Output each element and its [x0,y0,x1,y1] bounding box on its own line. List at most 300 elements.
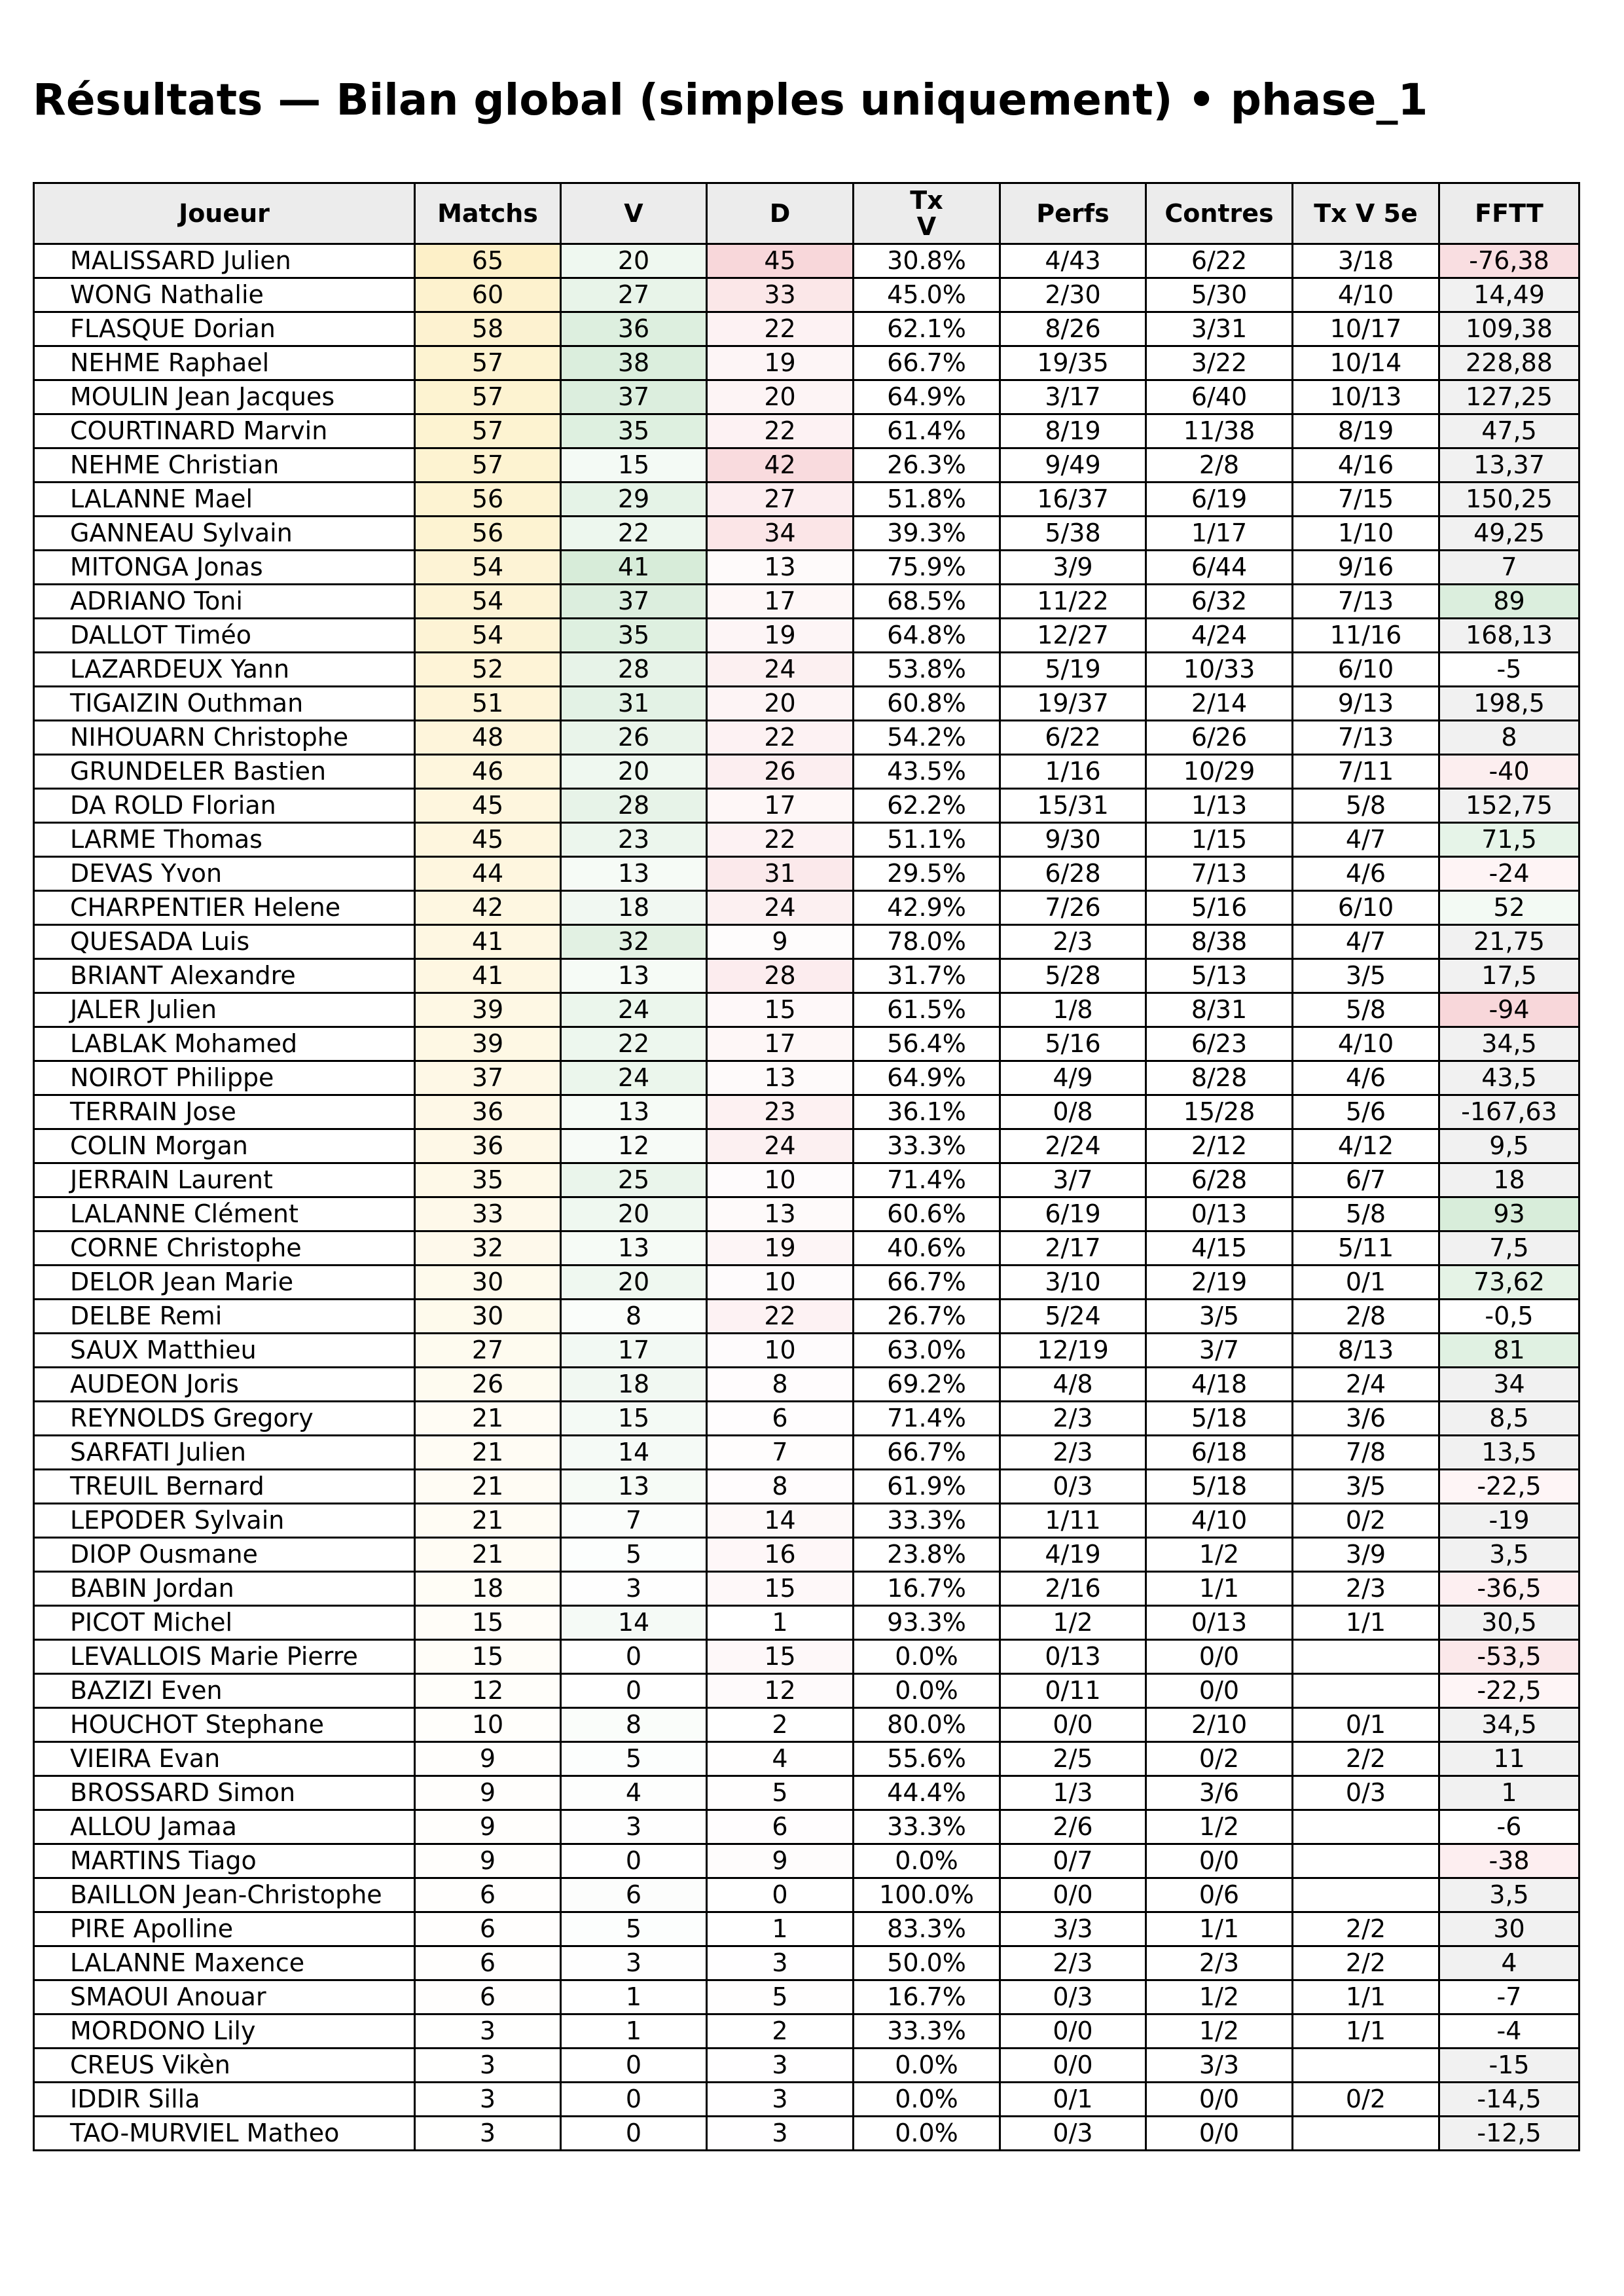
cell-defaites: 4 [707,1742,854,1776]
table-row [34,755,1579,789]
cell-matchs: 26 [415,1368,561,1402]
cell-defaites: 33 [707,278,854,312]
cell-perfs: 1/16 [1000,755,1146,789]
cell-perfs: 11/22 [1000,585,1146,619]
cell-player-name: ADRIANO Toni [34,585,415,619]
cell-contres: 2/3 [1146,1946,1293,1980]
cell-victoires: 24 [561,993,707,1027]
cell-player-name: PIRE Apolline [34,1912,415,1946]
cell-taux-victoire: 33.3% [854,1504,1000,1538]
cell-player-name: JALER Julien [34,993,415,1027]
cell-defaites: 3 [707,2083,854,2117]
cell-taux-victoire: 61.9% [854,1470,1000,1504]
cell-taux-victoire: 50.0% [854,1946,1000,1980]
cell-taux-victoire: 0.0% [854,2117,1000,2151]
cell-tx-v-5e [1293,1640,1439,1674]
cell-tx-v-5e: 3/5 [1293,1470,1439,1504]
cell-defaites: 0 [707,1878,854,1912]
table-row [34,585,1579,619]
cell-tx-v-5e: 10/13 [1293,380,1439,414]
cell-contres: 1/2 [1146,1810,1293,1844]
cell-matchs: 33 [415,1197,561,1231]
cell-player-name: CREUS Vikèn [34,2049,415,2083]
cell-tx-v-5e: 4/12 [1293,1129,1439,1163]
cell-tx-v-5e: 7/11 [1293,755,1439,789]
cell-contres: 5/30 [1146,278,1293,312]
cell-taux-victoire: 51.8% [854,483,1000,517]
cell-perfs: 0/3 [1000,2117,1146,2151]
cell-defaites: 5 [707,1776,854,1810]
cell-taux-victoire: 55.6% [854,1742,1000,1776]
col-header-fftt[interactable]: FFTT [1439,183,1579,244]
cell-contres: 4/24 [1146,619,1293,653]
cell-victoires: 24 [561,1061,707,1095]
cell-perfs: 6/22 [1000,721,1146,755]
cell-taux-victoire: 62.2% [854,789,1000,823]
cell-tx-v-5e: 3/9 [1293,1538,1439,1572]
cell-player-name: SAUX Matthieu [34,1334,415,1368]
cell-fftt: 109,38 [1439,312,1579,346]
cell-defaites: 1 [707,1912,854,1946]
cell-player-name: TERRAIN Jose [34,1095,415,1129]
cell-perfs: 2/3 [1000,1402,1146,1436]
cell-taux-victoire: 0.0% [854,1640,1000,1674]
table-row [34,551,1579,585]
cell-tx-v-5e: 3/6 [1293,1402,1439,1436]
cell-victoires: 0 [561,2049,707,2083]
table-row [34,1810,1579,1844]
cell-contres: 10/33 [1146,653,1293,687]
cell-perfs: 5/24 [1000,1300,1146,1334]
cell-victoires: 22 [561,517,707,551]
cell-player-name: NOIROT Philippe [34,1061,415,1095]
cell-victoires: 0 [561,1640,707,1674]
cell-tx-v-5e: 6/10 [1293,653,1439,687]
col-header-defaites[interactable]: D [707,183,854,244]
cell-defaites: 14 [707,1504,854,1538]
cell-tx-v-5e: 5/8 [1293,1197,1439,1231]
cell-contres: 8/28 [1146,1061,1293,1095]
cell-perfs: 5/28 [1000,959,1146,993]
cell-defaites: 15 [707,1572,854,1606]
table-row [34,1436,1579,1470]
table-row [34,1776,1579,1810]
cell-tx-v-5e: 0/1 [1293,1266,1439,1300]
cell-victoires: 4 [561,1776,707,1810]
table-row [34,1606,1579,1640]
table-row [34,925,1579,959]
col-header-victoires[interactable]: V [561,183,707,244]
results-table [33,182,1580,2151]
cell-matchs: 54 [415,551,561,585]
cell-fftt: -4 [1439,2014,1579,2049]
cell-contres: 6/19 [1146,483,1293,517]
table-row [34,789,1579,823]
cell-defaites: 19 [707,346,854,380]
cell-taux-victoire: 42.9% [854,891,1000,925]
table-row [34,687,1579,721]
cell-taux-victoire: 60.6% [854,1197,1000,1231]
cell-player-name: MORDONO Lily [34,2014,415,2049]
col-header-matchs[interactable]: Matchs [415,183,561,244]
cell-fftt: 152,75 [1439,789,1579,823]
cell-fftt: 34,5 [1439,1708,1579,1742]
cell-defaites: 15 [707,993,854,1027]
cell-fftt: 49,25 [1439,517,1579,551]
cell-fftt: 198,5 [1439,687,1579,721]
cell-matchs: 46 [415,755,561,789]
cell-defaites: 19 [707,619,854,653]
cell-defaites: 42 [707,448,854,483]
table-row [34,993,1579,1027]
col-header-perfs[interactable]: Perfs [1000,183,1146,244]
cell-matchs: 36 [415,1095,561,1129]
cell-contres: 3/7 [1146,1334,1293,1368]
cell-victoires: 27 [561,278,707,312]
cell-taux-victoire: 16.7% [854,1980,1000,2014]
cell-matchs: 36 [415,1129,561,1163]
cell-matchs: 39 [415,1027,561,1061]
cell-matchs: 15 [415,1606,561,1640]
cell-matchs: 57 [415,346,561,380]
cell-matchs: 30 [415,1266,561,1300]
cell-contres: 3/22 [1146,346,1293,380]
table-row [34,380,1579,414]
cell-contres: 3/6 [1146,1776,1293,1810]
cell-perfs: 0/0 [1000,2014,1146,2049]
cell-fftt: -15 [1439,2049,1579,2083]
cell-player-name: LABLAK Mohamed [34,1027,415,1061]
cell-tx-v-5e: 6/10 [1293,891,1439,925]
cell-tx-v-5e: 2/4 [1293,1368,1439,1402]
cell-victoires: 31 [561,687,707,721]
cell-tx-v-5e: 1/10 [1293,517,1439,551]
cell-player-name: VIEIRA Evan [34,1742,415,1776]
cell-player-name: GANNEAU Sylvain [34,517,415,551]
cell-fftt: 8,5 [1439,1402,1579,1436]
cell-contres: 10/29 [1146,755,1293,789]
cell-contres: 6/23 [1146,1027,1293,1061]
cell-taux-victoire: 78.0% [854,925,1000,959]
cell-taux-victoire: 53.8% [854,653,1000,687]
cell-player-name: GRUNDELER Bastien [34,755,415,789]
table-row [34,1674,1579,1708]
page-title: Résultats — Bilan global (simples uniquement) • phase_1 [33,75,1428,125]
cell-contres: 8/38 [1146,925,1293,959]
cell-contres: 4/18 [1146,1368,1293,1402]
table-row [34,2049,1579,2083]
cell-tx-v-5e: 4/16 [1293,448,1439,483]
cell-defaites: 22 [707,1300,854,1334]
table-row [34,1095,1579,1129]
cell-fftt: 9,5 [1439,1129,1579,1163]
cell-perfs: 5/16 [1000,1027,1146,1061]
cell-matchs: 56 [415,483,561,517]
cell-defaites: 5 [707,1980,854,2014]
cell-tx-v-5e: 5/8 [1293,789,1439,823]
cell-perfs: 0/1 [1000,2083,1146,2117]
cell-matchs: 60 [415,278,561,312]
cell-fftt: 17,5 [1439,959,1579,993]
cell-victoires: 18 [561,1368,707,1402]
cell-fftt: -7 [1439,1980,1579,2014]
cell-fftt: 73,62 [1439,1266,1579,1300]
cell-tx-v-5e: 2/2 [1293,1912,1439,1946]
cell-matchs: 3 [415,2117,561,2151]
cell-player-name: IDDIR Silla [34,2083,415,2117]
col-header-taux-victoire[interactable]: Tx V [854,183,1000,244]
cell-fftt: 8 [1439,721,1579,755]
cell-matchs: 9 [415,1810,561,1844]
cell-victoires: 20 [561,1266,707,1300]
table-row [34,619,1579,653]
cell-player-name: CHARPENTIER Helene [34,891,415,925]
cell-player-name: JERRAIN Laurent [34,1163,415,1197]
cell-perfs: 2/17 [1000,1231,1146,1266]
cell-tx-v-5e [1293,1878,1439,1912]
cell-taux-victoire: 26.3% [854,448,1000,483]
cell-defaites: 1 [707,1606,854,1640]
cell-victoires: 20 [561,244,707,278]
table-row [34,1470,1579,1504]
cell-taux-victoire: 64.8% [854,619,1000,653]
cell-contres: 2/12 [1146,1129,1293,1163]
cell-fftt: 4 [1439,1946,1579,1980]
cell-fftt: 71,5 [1439,823,1579,857]
cell-victoires: 0 [561,1844,707,1878]
cell-taux-victoire: 23.8% [854,1538,1000,1572]
cell-fftt: -12,5 [1439,2117,1579,2151]
col-header-joueur[interactable]: Joueur [34,183,415,244]
cell-taux-victoire: 33.3% [854,2014,1000,2049]
cell-defaites: 24 [707,891,854,925]
cell-matchs: 3 [415,2049,561,2083]
cell-taux-victoire: 64.9% [854,1061,1000,1095]
cell-victoires: 3 [561,1810,707,1844]
cell-fftt: -94 [1439,993,1579,1027]
cell-contres: 5/18 [1146,1470,1293,1504]
cell-matchs: 21 [415,1470,561,1504]
cell-victoires: 8 [561,1708,707,1742]
cell-defaites: 9 [707,925,854,959]
cell-taux-victoire: 0.0% [854,1844,1000,1878]
cell-matchs: 41 [415,959,561,993]
cell-fftt: 1 [1439,1776,1579,1810]
cell-perfs: 3/9 [1000,551,1146,585]
cell-contres: 0/13 [1146,1606,1293,1640]
cell-taux-victoire: 60.8% [854,687,1000,721]
cell-tx-v-5e: 4/6 [1293,857,1439,891]
cell-defaites: 17 [707,789,854,823]
cell-matchs: 27 [415,1334,561,1368]
cell-contres: 4/15 [1146,1231,1293,1266]
col-header-tx-v-5e[interactable]: Tx V 5e [1293,183,1439,244]
cell-perfs: 19/37 [1000,687,1146,721]
cell-matchs: 57 [415,380,561,414]
cell-contres: 0/6 [1146,1878,1293,1912]
cell-tx-v-5e: 0/2 [1293,1504,1439,1538]
cell-tx-v-5e: 10/14 [1293,346,1439,380]
table-row [34,1912,1579,1946]
cell-victoires: 37 [561,380,707,414]
cell-victoires: 18 [561,891,707,925]
cell-taux-victoire: 66.7% [854,1436,1000,1470]
cell-perfs: 4/19 [1000,1538,1146,1572]
cell-taux-victoire: 45.0% [854,278,1000,312]
cell-contres: 2/8 [1146,448,1293,483]
cell-contres: 6/32 [1146,585,1293,619]
cell-victoires: 28 [561,789,707,823]
cell-tx-v-5e: 7/13 [1293,721,1439,755]
cell-defaites: 22 [707,312,854,346]
cell-matchs: 51 [415,687,561,721]
table-row [34,1878,1579,1912]
cell-player-name: NEHME Christian [34,448,415,483]
cell-victoires: 36 [561,312,707,346]
cell-player-name: DIOP Ousmane [34,1538,415,1572]
cell-player-name: MOULIN Jean Jacques [34,380,415,414]
cell-perfs: 0/3 [1000,1980,1146,2014]
table-row [34,346,1579,380]
cell-contres: 2/19 [1146,1266,1293,1300]
cell-contres: 1/2 [1146,1538,1293,1572]
table-row [34,891,1579,925]
cell-victoires: 13 [561,959,707,993]
cell-matchs: 54 [415,585,561,619]
cell-taux-victoire: 40.6% [854,1231,1000,1266]
cell-victoires: 13 [561,857,707,891]
cell-tx-v-5e: 7/15 [1293,483,1439,517]
cell-defaites: 45 [707,244,854,278]
cell-taux-victoire: 0.0% [854,1674,1000,1708]
cell-matchs: 44 [415,857,561,891]
table-row [34,2083,1579,2117]
cell-matchs: 18 [415,1572,561,1606]
cell-taux-victoire: 36.1% [854,1095,1000,1129]
cell-taux-victoire: 43.5% [854,755,1000,789]
cell-tx-v-5e: 6/7 [1293,1163,1439,1197]
cell-taux-victoire: 0.0% [854,2049,1000,2083]
cell-fftt: 52 [1439,891,1579,925]
cell-victoires: 14 [561,1436,707,1470]
cell-contres: 0/13 [1146,1197,1293,1231]
cell-player-name: CORNE Christophe [34,1231,415,1266]
cell-victoires: 22 [561,1027,707,1061]
cell-player-name: NEHME Raphael [34,346,415,380]
cell-defaites: 8 [707,1470,854,1504]
cell-victoires: 3 [561,1572,707,1606]
cell-fftt: -22,5 [1439,1470,1579,1504]
table-row [34,1844,1579,1878]
cell-matchs: 42 [415,891,561,925]
cell-contres: 1/17 [1146,517,1293,551]
cell-fftt: 93 [1439,1197,1579,1231]
cell-player-name: LARME Thomas [34,823,415,857]
cell-victoires: 5 [561,1742,707,1776]
cell-taux-victoire: 100.0% [854,1878,1000,1912]
cell-taux-victoire: 75.9% [854,551,1000,585]
table-row [34,653,1579,687]
col-header-contres[interactable]: Contres [1146,183,1293,244]
cell-victoires: 3 [561,1946,707,1980]
cell-defaites: 13 [707,1061,854,1095]
cell-defaites: 6 [707,1402,854,1436]
cell-player-name: FLASQUE Dorian [34,312,415,346]
cell-fftt: 7 [1439,551,1579,585]
cell-victoires: 13 [561,1095,707,1129]
cell-taux-victoire: 33.3% [854,1810,1000,1844]
cell-contres: 5/13 [1146,959,1293,993]
cell-player-name: REYNOLDS Gregory [34,1402,415,1436]
table-row [34,857,1579,891]
cell-matchs: 9 [415,1742,561,1776]
cell-contres: 3/3 [1146,2049,1293,2083]
cell-perfs: 2/3 [1000,1436,1146,1470]
cell-contres: 3/5 [1146,1300,1293,1334]
cell-player-name: NIHOUARN Christophe [34,721,415,755]
cell-contres: 0/2 [1146,1742,1293,1776]
cell-victoires: 15 [561,1402,707,1436]
cell-victoires: 8 [561,1300,707,1334]
cell-tx-v-5e: 7/13 [1293,585,1439,619]
cell-player-name: MARTINS Tiago [34,1844,415,1878]
cell-player-name: SARFATI Julien [34,1436,415,1470]
cell-victoires: 1 [561,1980,707,2014]
cell-victoires: 0 [561,2083,707,2117]
cell-defaites: 22 [707,721,854,755]
cell-tx-v-5e: 3/5 [1293,959,1439,993]
cell-tx-v-5e: 4/6 [1293,1061,1439,1095]
cell-matchs: 65 [415,244,561,278]
cell-perfs: 12/19 [1000,1334,1146,1368]
cell-perfs: 9/30 [1000,823,1146,857]
cell-perfs: 2/24 [1000,1129,1146,1163]
cell-victoires: 14 [561,1606,707,1640]
cell-player-name: BRIANT Alexandre [34,959,415,993]
cell-fftt: -53,5 [1439,1640,1579,1674]
cell-taux-victoire: 29.5% [854,857,1000,891]
cell-player-name: SMAOUI Anouar [34,1980,415,2014]
cell-taux-victoire: 66.7% [854,1266,1000,1300]
cell-perfs: 1/11 [1000,1504,1146,1538]
table-row [34,1640,1579,1674]
cell-matchs: 41 [415,925,561,959]
cell-contres: 2/14 [1146,687,1293,721]
cell-tx-v-5e: 5/8 [1293,993,1439,1027]
cell-defaites: 34 [707,517,854,551]
table-row [34,823,1579,857]
cell-matchs: 21 [415,1436,561,1470]
cell-tx-v-5e: 5/11 [1293,1231,1439,1266]
cell-defaites: 3 [707,1946,854,1980]
cell-victoires: 35 [561,414,707,448]
cell-tx-v-5e: 3/18 [1293,244,1439,278]
cell-perfs: 8/26 [1000,312,1146,346]
cell-contres: 0/0 [1146,2117,1293,2151]
cell-fftt: 89 [1439,585,1579,619]
cell-perfs: 0/11 [1000,1674,1146,1708]
cell-taux-victoire: 80.0% [854,1708,1000,1742]
cell-victoires: 26 [561,721,707,755]
cell-taux-victoire: 66.7% [854,346,1000,380]
cell-fftt: 14,49 [1439,278,1579,312]
cell-matchs: 35 [415,1163,561,1197]
cell-perfs: 3/7 [1000,1163,1146,1197]
cell-victoires: 25 [561,1163,707,1197]
table-row [34,1163,1579,1197]
cell-player-name: PICOT Michel [34,1606,415,1640]
cell-tx-v-5e: 1/1 [1293,2014,1439,2049]
